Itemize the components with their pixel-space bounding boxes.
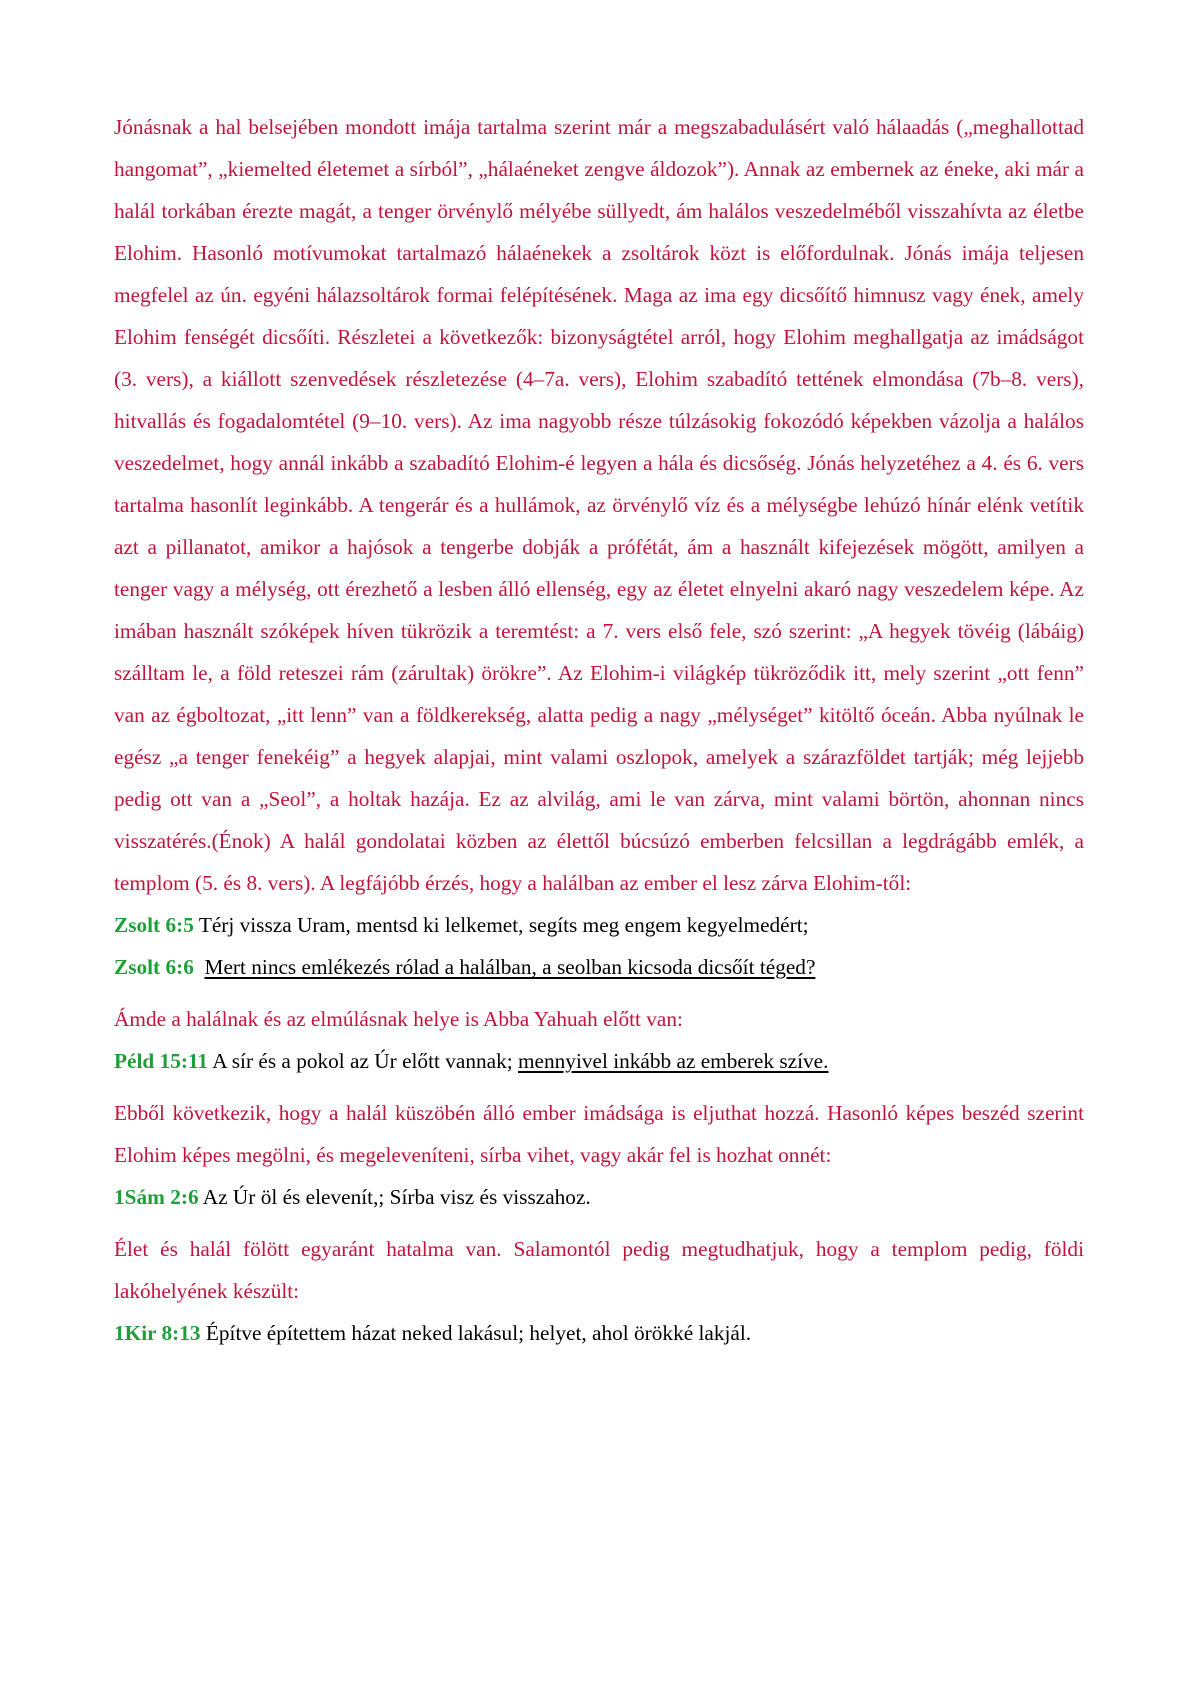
verse-text: Térj vissza Uram, mentsd ki lelkemet, segíts meg engem kegyelmedért; [193, 913, 809, 937]
scripture-verse-zsolt-6-5 [114, 904, 1084, 946]
verse-reference: 1Sám 2:6 [114, 1185, 199, 1209]
verse-text: Az Úr öl és elevenít,; Sírba visz és visszahoz. [198, 1185, 591, 1209]
verse-text: Építve építettem házat neked lakásul; helyet, ahol örökké lakjál. [200, 1321, 752, 1345]
verse-text-underlined: Mert nincs emlékezés rólad a halálban, a seolban kicsoda dicsőít téged? [204, 955, 816, 979]
scripture-verse-zsolt-6-6 [114, 946, 1084, 988]
commentary-paragraph-1: Jónásnak a hal belsejében mondott imája tartalma szerint már a megszabadulásért való hálaadás („meghallottad hangomat”, „kiemelted életemet a sírból”, „hálaéneket zengve áldozok”). Annak az embernek az éneke, aki már a halál torkában érezte magát, a tenger örvénylő mélyébe süllyedt, ám halálos veszedelméből visszahívta az életbe Elohim. Hasonló motívumokat tartalmazó hálaénekek a zsoltárok közt is előfordulnak. Jónás imája teljesen megfelel az ún. egyéni hálazsoltárok formai felépítésének. Maga az ima egy dicsőítő himnusz vagy ének, amely Elohim fenségét dicsőíti. Részletei a következők: bizonyságtétel arról, hogy Elohim meghallgatja az imádságot (3. vers), a kiállott szenvedések részletezése (4–7a. vers), Elohim szabadító tettének elmondása (7b–8. vers), hitvallás és fogadalomtétel (9–10. vers). Az ima nagyobb része túlzásokig fokozódó képekben vázolja a halálos veszedelmet, hogy annál inkább a szabadító Elohim-é legyen a hála és dicsőség. Jónás helyzetéhez a 4. és 6. vers tartalma hasonlít leginkább. A tengerár és a hullámok, az örvénylő víz és a mélységbe lehúzó hínár elénk vetítik azt a pillanatot, amikor a hajósok a tengerbe dobják a prófétát, ám a használt kifejezések mögött, amilyen a tenger vagy a mélység, ott érezhető a lesben álló ellenség, egy az életet elnyelni akaró nagy veszedelem képe. Az imában használt szóképek híven tükrözik a teremtést: a 7. vers első fele, szó szerint: „A hegyek tövéig (lábáig) szálltam le, a föld reteszei rám (zárultak) örökre”. Az Elohim-i világkép tükröződik itt, mely szerint „ott fenn” van az égboltozat, „itt lenn” van a földkerekség, alatta pedig a nagy „mélységet” kitöltő óceán. Abba nyúlnak le egész „a tenger fenekéig” a hegyek alapjai, mint valami oszlopok, amelyek a szárazföldet tartják; még lejjebb pedig ott van a „Seol”, a holtak hazája. Ez az alvilág, ami le van zárva, mint valami börtön, ahonnan nincs visszatérés.(Énok) A halál gondolatai közben az élettől búcsúzó emberben felcsillan a legdrágább emlék, a templom (5. és 8. vers). A legfájóbb érzés, hogy a halálban az ember el lesz zárva Elohim-től: [114, 115, 1084, 895]
verse-reference: Zsolt 6:5 [114, 913, 194, 937]
scripture-verse-1kir-8-13 [114, 1312, 1084, 1354]
verse-text: A sír és a pokol az Úr előtt vannak; [208, 1049, 518, 1073]
commentary-paragraph-4: Élet és halál fölött egyaránt hatalma van. Salamontól pedig megtudhatjuk, hogy a templom pedig, földi lakóhelyének készült: [114, 1237, 1084, 1303]
verse-reference: Zsolt 6:6 [114, 955, 194, 979]
verse-text-underlined: mennyivel inkább az emberek szíve. [517, 1049, 829, 1073]
document-body [114, 106, 1084, 1354]
verse-reference: 1Kir 8:13 [114, 1321, 201, 1345]
scripture-verse-peld-15-11 [114, 1040, 1084, 1082]
verse-reference: Péld 15:11 [114, 1049, 209, 1073]
commentary-paragraph-3: Ebből következik, hogy a halál küszöbén álló ember imádsága is eljuthat hozzá. Hasonló képes beszéd szerint Elohim képes megölni, és megeleveníteni, sírba vihet, vagy akár fel is hozhat onnét: [114, 1101, 1084, 1167]
scripture-verse-1sam-2-6 [114, 1176, 1084, 1218]
commentary-paragraph-2: Ámde a halálnak és az elmúlásnak helye is Abba Yahuah előtt van: [114, 1007, 683, 1031]
